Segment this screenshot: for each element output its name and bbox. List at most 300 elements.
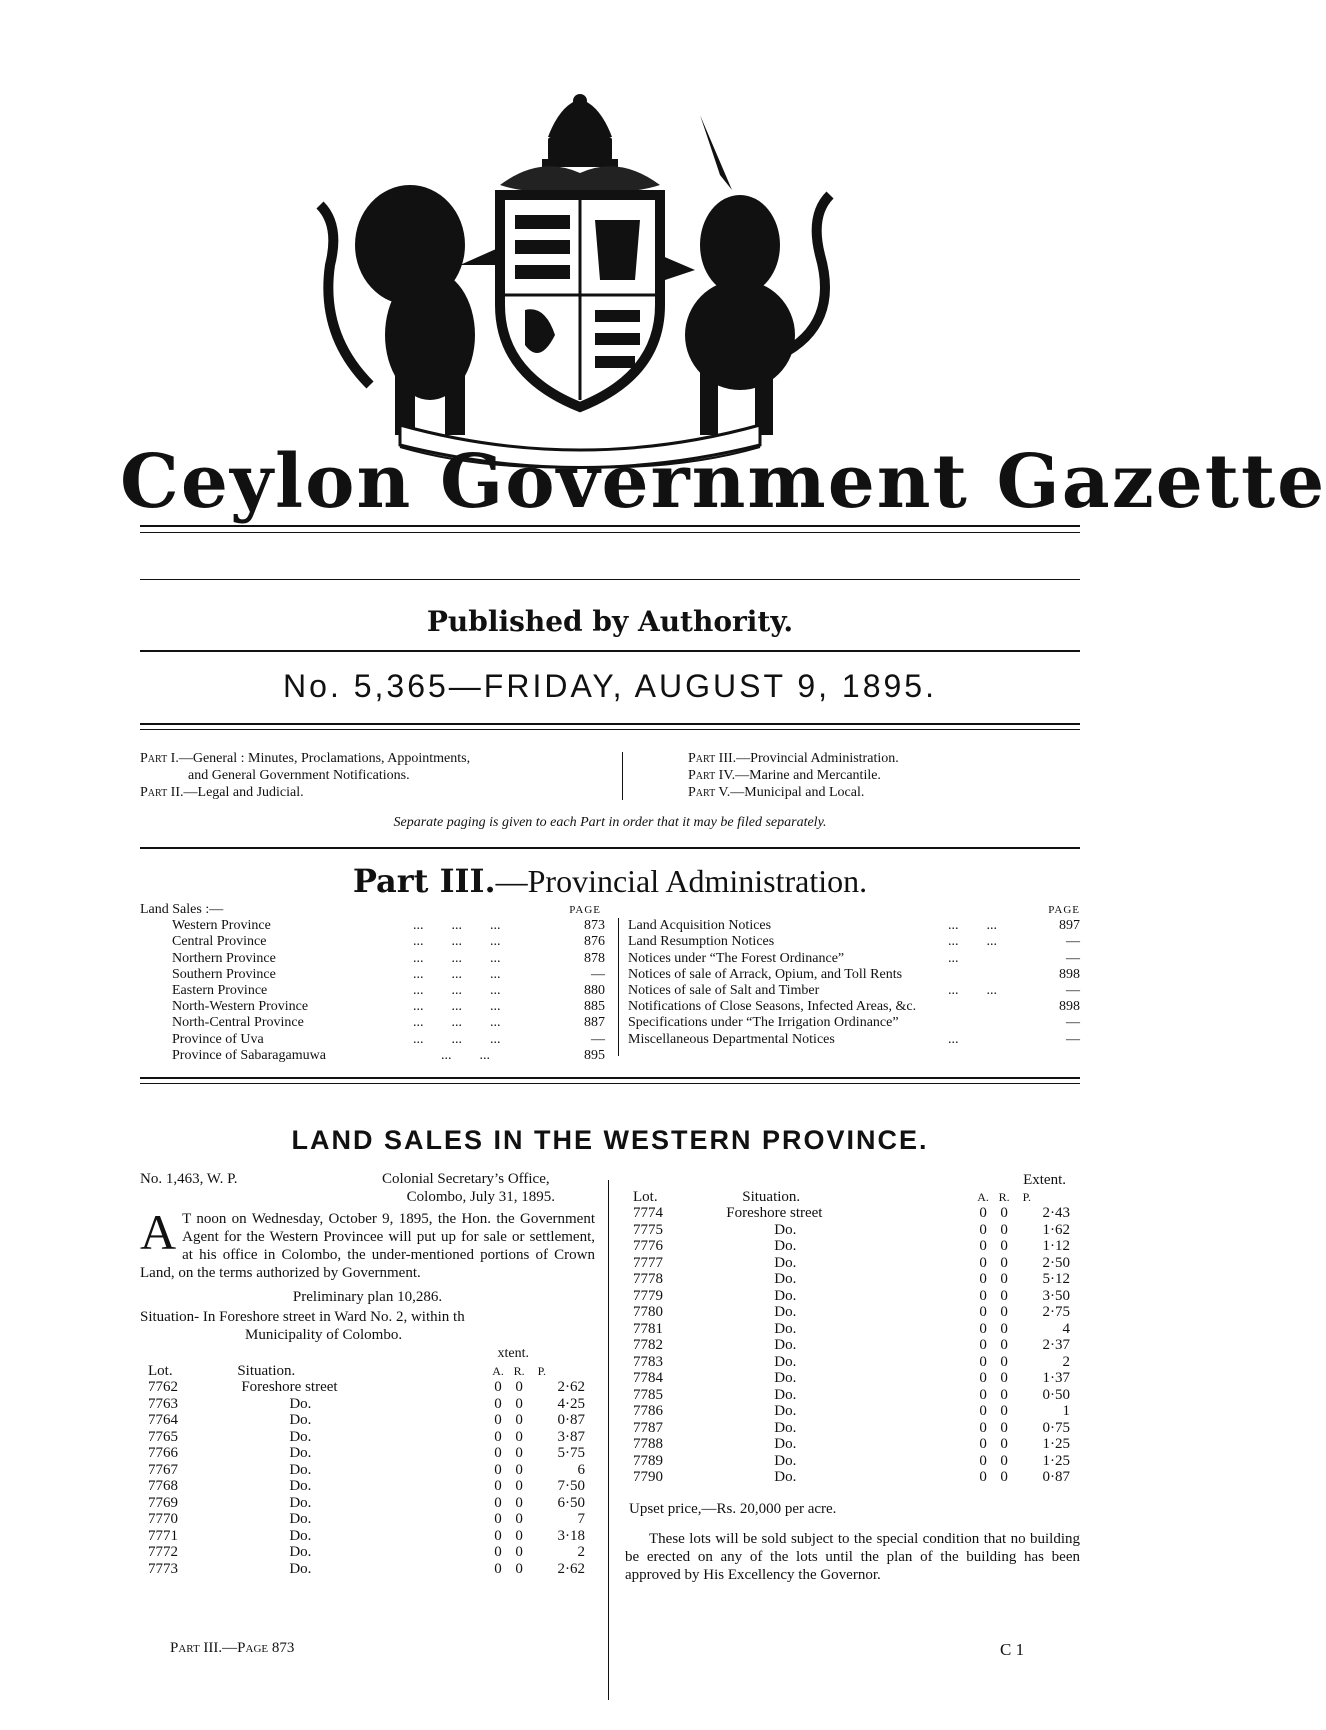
footer-page-ref: Part III.—Page 873 <box>170 1640 295 1656</box>
lot-p-cell: 1·25 <box>1042 1436 1070 1452</box>
toc-page-header-right: PAGE <box>1048 904 1080 916</box>
lot-a-cell: 0 <box>494 1511 502 1527</box>
table-row <box>625 1387 1080 1404</box>
notice-office: Colonial Secretary’s Office, <box>382 1171 550 1187</box>
lot-a-cell: 0 <box>979 1370 987 1386</box>
lot-a-cell: 0 <box>979 1205 987 1221</box>
toc-row-label: Eastern Province <box>172 983 268 999</box>
lot-situation-cell: Do. <box>289 1412 312 1428</box>
lot-lot-cell: 7789 <box>633 1452 663 1469</box>
lot-p-cell: 7 <box>577 1511 585 1527</box>
published-by-authority: Published by Authority. <box>426 605 794 638</box>
table-row <box>625 1271 1080 1288</box>
toc-row <box>628 951 1080 967</box>
lot-r-cell: 0 <box>1000 1238 1008 1254</box>
toc-row <box>628 918 1080 934</box>
lot-lot-cell: 7774 <box>633 1205 663 1221</box>
lot-p-cell: 4 <box>1062 1320 1070 1337</box>
toc-row <box>628 967 1080 983</box>
table-row <box>625 1321 1080 1338</box>
separate-paging-note: Separate paging is given to each Part in order that it may be filed separately. <box>393 815 827 830</box>
toc-row-page: — <box>1066 1031 1080 1047</box>
lot-p-cell: 5·12 <box>1042 1271 1070 1287</box>
lot-a-cell: 0 <box>979 1221 987 1238</box>
toc-row-label: Province of Uva <box>172 1031 264 1047</box>
lot-situation-cell: Do. <box>774 1221 797 1238</box>
lot-r-cell: 0 <box>1000 1337 1008 1353</box>
table-row <box>625 1222 1080 1239</box>
acre-header-left: A. <box>492 1363 504 1378</box>
toc-row-dots: ... ... <box>948 934 997 950</box>
toc-land-sales-label: Land Sales :— <box>140 902 224 917</box>
lot-p-cell: 2 <box>577 1544 585 1560</box>
toc-row-page: 880 <box>584 983 605 999</box>
lot-r-cell: 0 <box>515 1527 523 1544</box>
lot-r-cell: 0 <box>1000 1205 1008 1221</box>
notice-situation <box>140 1308 595 1326</box>
lot-r-cell: 0 <box>1000 1419 1008 1436</box>
toc-row-label: Notices of sale of Salt and Timber <box>628 983 820 999</box>
lot-situation-cell: Do. <box>774 1469 797 1485</box>
lot-r-cell: 0 <box>1000 1370 1008 1386</box>
toc-row-label: Land Acquisition Notices <box>628 918 772 934</box>
table-row <box>625 1469 1080 1486</box>
part-title-rule <box>140 847 1080 849</box>
lot-lot-cell: 7768 <box>148 1478 178 1494</box>
lot-situation-cell: Do. <box>774 1353 797 1370</box>
parts-divider <box>622 752 623 800</box>
lot-lot-cell: 7765 <box>148 1428 178 1445</box>
lot-situation-cell: Do. <box>774 1304 797 1320</box>
lot-p-cell: 2·75 <box>1042 1304 1070 1320</box>
lot-situation-cell: Do. <box>289 1511 312 1527</box>
lot-situation-cell: Do. <box>774 1452 797 1469</box>
lot-r-cell: 0 <box>1000 1221 1008 1238</box>
lot-p-cell: 3·87 <box>557 1428 585 1445</box>
toc-rule-thin <box>140 1083 1080 1084</box>
toc-row-page: 885 <box>584 999 605 1015</box>
lot-a-cell: 0 <box>979 1353 987 1370</box>
toc-row <box>140 934 605 950</box>
lot-p-cell: 4·25 <box>557 1395 585 1412</box>
toc-row-label: Notices under “The Forest Ordinance” <box>628 950 845 966</box>
toc-row-dots: ... ... <box>413 1047 490 1063</box>
toc-row-label: Specifications under “The Irrigation Ordinance” <box>628 1015 899 1031</box>
lot-p-cell: 7·50 <box>557 1478 585 1494</box>
table-row <box>140 1561 595 1578</box>
lot-lot-cell: 7780 <box>633 1304 663 1320</box>
lot-lot-cell: 7770 <box>148 1511 178 1527</box>
toc-row-label: North-Western Province <box>172 999 309 1015</box>
royal-coat-of-arms-icon <box>300 95 860 475</box>
table-row <box>140 1495 595 1512</box>
toc-row-dots <box>948 999 1038 1015</box>
situation-header-left: Situation. <box>237 1362 296 1379</box>
part-title-bold: Part III. <box>352 862 496 900</box>
masthead-rule-lower <box>140 579 1080 580</box>
lot-r-cell: 0 <box>1000 1469 1008 1485</box>
table-row <box>625 1436 1080 1453</box>
lot-p-cell: 2·62 <box>557 1560 585 1577</box>
lot-r-cell: 0 <box>515 1445 523 1461</box>
lot-p-cell: 1 <box>1062 1403 1070 1419</box>
lot-r-cell: 0 <box>1000 1254 1008 1271</box>
toc-row-label: Central Province <box>172 934 267 950</box>
lot-situation-cell: Foreshore street <box>726 1205 823 1221</box>
lot-situation-cell: Do. <box>774 1436 797 1452</box>
masthead-rule <box>140 525 1080 527</box>
toc-row-page: 873 <box>584 918 605 934</box>
toc-row-dots: ... <box>948 1031 959 1047</box>
part-5-entry <box>688 784 1088 801</box>
upset-price: Upset price,—Rs. 20,000 per acre. <box>629 1500 837 1517</box>
lot-a-cell: 0 <box>494 1445 502 1461</box>
part-3-entry <box>688 750 1088 767</box>
toc-row-dots: ... ... ... <box>413 983 501 999</box>
lot-r-cell: 0 <box>515 1428 523 1445</box>
toc-row-page: 898 <box>1059 999 1080 1015</box>
lot-p-cell: 2·50 <box>1042 1254 1070 1271</box>
lot-lot-cell: 7790 <box>633 1469 663 1485</box>
lot-a-cell: 0 <box>494 1412 502 1428</box>
lot-a-cell: 0 <box>494 1395 502 1412</box>
lot-p-cell: 0·87 <box>1042 1469 1070 1485</box>
toc-row-dots <box>948 1015 1038 1031</box>
lot-a-cell: 0 <box>979 1337 987 1353</box>
acre-header-right: A. <box>977 1189 989 1204</box>
lot-r-cell: 0 <box>515 1461 523 1478</box>
lot-r-cell: 0 <box>1000 1436 1008 1452</box>
lot-situation-cell: Do. <box>289 1544 312 1560</box>
toc-row-page: 876 <box>584 934 605 950</box>
lot-r-cell: 0 <box>515 1412 523 1428</box>
table-row <box>625 1420 1080 1437</box>
table-row <box>625 1403 1080 1420</box>
toc-row-page: — <box>1066 1015 1080 1031</box>
table-row <box>140 1462 595 1479</box>
part-1-label: Part I. <box>140 751 179 766</box>
part-2-label: Part II. <box>140 785 184 800</box>
table-row <box>625 1255 1080 1272</box>
section-title: LAND SALES IN THE WESTERN PROVINCE. <box>291 1125 929 1155</box>
toc-row-label: Land Resumption Notices <box>628 934 775 950</box>
notice-dropcap: A <box>140 1204 177 1260</box>
table-row <box>625 1354 1080 1371</box>
toc-left <box>140 902 605 1064</box>
lot-lot-cell: 7787 <box>633 1419 663 1436</box>
gazette-title: Ceylon Government Gazette <box>120 439 1326 525</box>
extent-header-left: xtent. <box>497 1346 529 1361</box>
table-row <box>140 1478 595 1495</box>
perch-header-left: P. <box>537 1363 546 1378</box>
lot-a-cell: 0 <box>494 1494 502 1511</box>
part-3-text: —Provincial Administration. <box>736 751 899 766</box>
lot-situation-cell: Do. <box>289 1494 312 1511</box>
lot-situation-cell: Do. <box>774 1403 797 1419</box>
toc-row-dots: ... <box>948 950 959 966</box>
toc-row-page: — <box>1066 950 1080 966</box>
lot-lot-cell: 7764 <box>148 1412 178 1428</box>
lot-situation-cell: Do. <box>289 1445 312 1461</box>
table-row <box>140 1429 595 1446</box>
lot-p-cell: 2 <box>1062 1353 1070 1370</box>
perch-header-right: P. <box>1022 1189 1031 1204</box>
notice-column-left <box>140 1170 595 1577</box>
toc-page-header-left: PAGE <box>569 904 601 916</box>
rood-header-right: R. <box>998 1189 1010 1204</box>
notice-body: T noon on Wednesday, October 9, 1895, the Hon. the Government Agent for the Western Provincee will put up for sale or settlement, at his office in Colombo, the under-mentioned portions of Crown Land, on the terms authorized by Government. <box>140 1211 595 1281</box>
notice-situation-label: Situation- <box>140 1309 200 1325</box>
toc-row-dots: ... ... ... <box>413 950 501 966</box>
toc-row-label: Notifications of Close Seasons, Infected Areas, &c. <box>628 999 917 1015</box>
notice-column-right <box>625 1172 1080 1584</box>
toc-divider <box>618 918 619 1056</box>
lot-lot-cell: 7769 <box>148 1494 178 1511</box>
lot-a-cell: 0 <box>979 1452 987 1469</box>
toc-row <box>628 999 1080 1015</box>
lot-a-cell: 0 <box>979 1254 987 1271</box>
toc-row <box>140 1048 605 1064</box>
lot-situation-cell: Do. <box>774 1320 797 1337</box>
notice-office-block <box>377 1170 595 1206</box>
toc-row-dots: ... ... <box>948 983 997 999</box>
lot-lot-cell: 7763 <box>148 1395 178 1412</box>
lot-lot-cell: 7781 <box>633 1320 663 1337</box>
lot-r-cell: 0 <box>1000 1320 1008 1337</box>
lot-lot-cell: 7786 <box>633 1403 663 1419</box>
issue-line: No. 5,365—FRIDAY, AUGUST 9, 1895. <box>283 668 937 704</box>
toc-right <box>628 902 1080 1048</box>
lot-situation-cell: Do. <box>774 1386 797 1403</box>
toc-row <box>140 983 605 999</box>
notice-body-block <box>140 1204 595 1282</box>
footer-signature: C 1 <box>1000 1640 1025 1659</box>
lot-situation-cell: Do. <box>774 1337 797 1353</box>
issue-rule-bottom-thin <box>140 729 1080 730</box>
notice-header <box>140 1170 595 1206</box>
toc-row-page: 897 <box>1059 918 1080 934</box>
part-2-entry <box>140 784 620 801</box>
toc-row-page: 895 <box>584 1047 605 1063</box>
lot-p-cell: 1·37 <box>1042 1370 1070 1386</box>
lot-r-cell: 0 <box>1000 1353 1008 1370</box>
parts-list-left <box>140 750 620 801</box>
toc-row-page: 887 <box>584 1015 605 1031</box>
lot-p-cell: 3·18 <box>557 1527 585 1544</box>
special-condition: These lots will be sold subject to the special condition that no building be erected on any of the lots until the plan of the building has been approved by His Excellency the Governor. <box>625 1530 1080 1583</box>
lot-lot-cell: 7771 <box>148 1527 178 1544</box>
masthead-rule-thin <box>140 532 1080 533</box>
lot-lot-cell: 7777 <box>633 1254 663 1271</box>
table-row <box>140 1379 595 1396</box>
toc-row <box>628 1032 1080 1048</box>
table-row <box>140 1396 595 1413</box>
lot-a-cell: 0 <box>494 1379 502 1395</box>
notice-plan: Preliminary plan 10,286. <box>292 1289 443 1305</box>
lot-r-cell: 0 <box>515 1494 523 1511</box>
toc-left-rows <box>140 918 605 1064</box>
issue-rule-top <box>140 650 1080 652</box>
lot-lot-cell: 7773 <box>148 1560 178 1577</box>
lot-situation-cell: Do. <box>774 1370 797 1386</box>
toc-row <box>628 934 1080 950</box>
toc-row <box>140 1032 605 1048</box>
lot-a-cell: 0 <box>494 1560 502 1577</box>
table-row <box>140 1445 595 1462</box>
lot-a-cell: 0 <box>979 1403 987 1419</box>
toc-row-dots: ... ... ... <box>413 999 501 1015</box>
lot-r-cell: 0 <box>515 1560 523 1577</box>
lot-lot-cell: 7775 <box>633 1221 663 1238</box>
lot-a-cell: 0 <box>979 1436 987 1452</box>
toc-row <box>140 999 605 1015</box>
toc-row-page: — <box>591 1031 605 1047</box>
rood-header-left: R. <box>513 1363 525 1378</box>
table-row <box>625 1288 1080 1305</box>
lot-p-cell: 3·50 <box>1042 1287 1070 1304</box>
lot-p-cell: 0·50 <box>1042 1386 1070 1403</box>
lot-lot-cell: 7767 <box>148 1461 178 1478</box>
lot-p-cell: 0·75 <box>1042 1419 1070 1436</box>
toc-row <box>628 1015 1080 1031</box>
lot-a-cell: 0 <box>979 1271 987 1287</box>
toc-row-dots: ... ... ... <box>413 918 501 934</box>
part-4-entry <box>688 767 1088 784</box>
toc-row-dots: ... ... ... <box>413 1015 501 1031</box>
lot-r-cell: 0 <box>515 1395 523 1412</box>
lot-situation-cell: Do. <box>289 1395 312 1412</box>
lot-r-cell: 0 <box>515 1511 523 1527</box>
lots-table-left <box>140 1346 595 1577</box>
table-row <box>140 1412 595 1429</box>
table-row <box>625 1370 1080 1387</box>
lot-r-cell: 0 <box>515 1544 523 1560</box>
lot-header-left: Lot. <box>148 1362 173 1379</box>
lot-a-cell: 0 <box>979 1419 987 1436</box>
lot-a-cell: 0 <box>494 1478 502 1494</box>
lot-p-cell: 2·43 <box>1042 1205 1070 1221</box>
lot-lot-cell: 7784 <box>633 1370 663 1386</box>
lot-situation-cell: Do. <box>774 1271 797 1287</box>
lot-a-cell: 0 <box>494 1461 502 1478</box>
lot-situation-cell: Do. <box>774 1238 797 1254</box>
toc-row <box>140 1015 605 1031</box>
lot-a-cell: 0 <box>979 1320 987 1337</box>
lot-a-cell: 0 <box>979 1287 987 1304</box>
lot-a-cell: 0 <box>494 1527 502 1544</box>
toc-row-dots <box>948 967 1038 983</box>
toc-row-label: North-Central Province <box>172 1015 304 1031</box>
lot-lot-cell: 7779 <box>633 1287 663 1304</box>
table-row <box>140 1528 595 1545</box>
lot-situation-cell: Do. <box>289 1461 312 1478</box>
lot-r-cell: 0 <box>1000 1403 1008 1419</box>
lot-situation-cell: Do. <box>774 1419 797 1436</box>
lot-lot-cell: 7783 <box>633 1353 663 1370</box>
issue-rule-bottom <box>140 723 1080 725</box>
lot-situation-cell: Do. <box>289 1527 312 1544</box>
toc-row-dots: ... ... ... <box>413 1031 501 1047</box>
toc-row-label: Western Province <box>172 918 271 934</box>
lot-r-cell: 0 <box>515 1379 523 1395</box>
table-row <box>140 1511 595 1528</box>
lot-r-cell: 0 <box>1000 1287 1008 1304</box>
toc-row-label: Notices of sale of Arrack, Opium, and Toll Rents <box>628 966 903 982</box>
notice-number: No. 1,463, W. P. <box>140 1171 238 1187</box>
lot-lot-cell: 7772 <box>148 1544 178 1560</box>
table-row <box>625 1453 1080 1470</box>
lot-situation-cell: Do. <box>289 1560 312 1577</box>
toc-row-dots: ... ... ... <box>413 934 501 950</box>
part-5-text: —Municipal and Local. <box>730 785 865 800</box>
notice-situation-text: In Foreshore street in Ward No. 2, within th <box>202 1309 465 1325</box>
table-row <box>625 1304 1080 1321</box>
part-4-label: Part IV. <box>688 768 736 783</box>
lot-p-cell: 1·62 <box>1042 1221 1070 1238</box>
notice-situation-cont: Municipality of Colombo. <box>245 1327 403 1343</box>
lot-r-cell: 0 <box>515 1478 523 1494</box>
lot-r-cell: 0 <box>1000 1452 1008 1469</box>
lot-p-cell: 2·62 <box>557 1379 585 1395</box>
toc-row-page: — <box>1066 934 1080 950</box>
toc-row-page: — <box>591 966 605 982</box>
toc-right-rows <box>628 918 1080 1048</box>
extent-header-right: Extent. <box>1023 1172 1066 1188</box>
lot-r-cell: 0 <box>1000 1271 1008 1287</box>
table-row <box>625 1238 1080 1255</box>
column-divider <box>608 1180 609 1700</box>
lot-situation-cell: Do. <box>289 1478 312 1494</box>
lot-a-cell: 0 <box>979 1386 987 1403</box>
notice-date: Colombo, July 31, 1895. <box>406 1189 555 1205</box>
lot-a-cell: 0 <box>979 1469 987 1485</box>
lot-a-cell: 0 <box>494 1428 502 1445</box>
table-row <box>625 1337 1080 1354</box>
lot-situation-cell: Do. <box>774 1254 797 1271</box>
situation-header-right: Situation. <box>742 1188 801 1205</box>
lot-r-cell: 0 <box>1000 1386 1008 1403</box>
lot-lot-cell: 7776 <box>633 1238 663 1254</box>
part-2-text: —Legal and Judicial. <box>183 785 304 800</box>
toc-row <box>140 967 605 983</box>
part-1-continuation: and General Government Notifications. <box>188 768 410 783</box>
part-title-rest: —Provincial Administration. <box>495 863 868 899</box>
toc-row-dots: ... ... <box>948 918 997 934</box>
table-row <box>625 1205 1080 1222</box>
part-3-label: Part III. <box>688 751 737 766</box>
lot-situation-cell: Do. <box>289 1428 312 1445</box>
toc-row-label: Province of Sabaragamuwa <box>172 1047 326 1063</box>
lot-lot-cell: 7762 <box>148 1379 178 1395</box>
part-5-label: Part V. <box>688 785 731 800</box>
lot-header-right: Lot. <box>633 1188 658 1205</box>
part-1-text: —General : Minutes, Proclamations, Appointments, <box>178 751 471 766</box>
toc-row <box>628 983 1080 999</box>
lot-r-cell: 0 <box>1000 1304 1008 1320</box>
lot-p-cell: 1·12 <box>1042 1238 1070 1254</box>
lot-situation-cell: Foreshore street <box>241 1379 338 1395</box>
lot-a-cell: 0 <box>979 1238 987 1254</box>
lot-p-cell: 2·37 <box>1042 1337 1070 1353</box>
part-title <box>140 862 1080 900</box>
toc-row-label: Miscellaneous Departmental Notices <box>628 1031 835 1047</box>
lot-p-cell: 5·75 <box>557 1445 585 1461</box>
lot-lot-cell: 7778 <box>633 1271 663 1287</box>
toc-row-page: 898 <box>1059 966 1080 982</box>
part-1-entry <box>140 750 620 767</box>
lot-a-cell: 0 <box>494 1544 502 1560</box>
lot-lot-cell: 7785 <box>633 1386 663 1403</box>
